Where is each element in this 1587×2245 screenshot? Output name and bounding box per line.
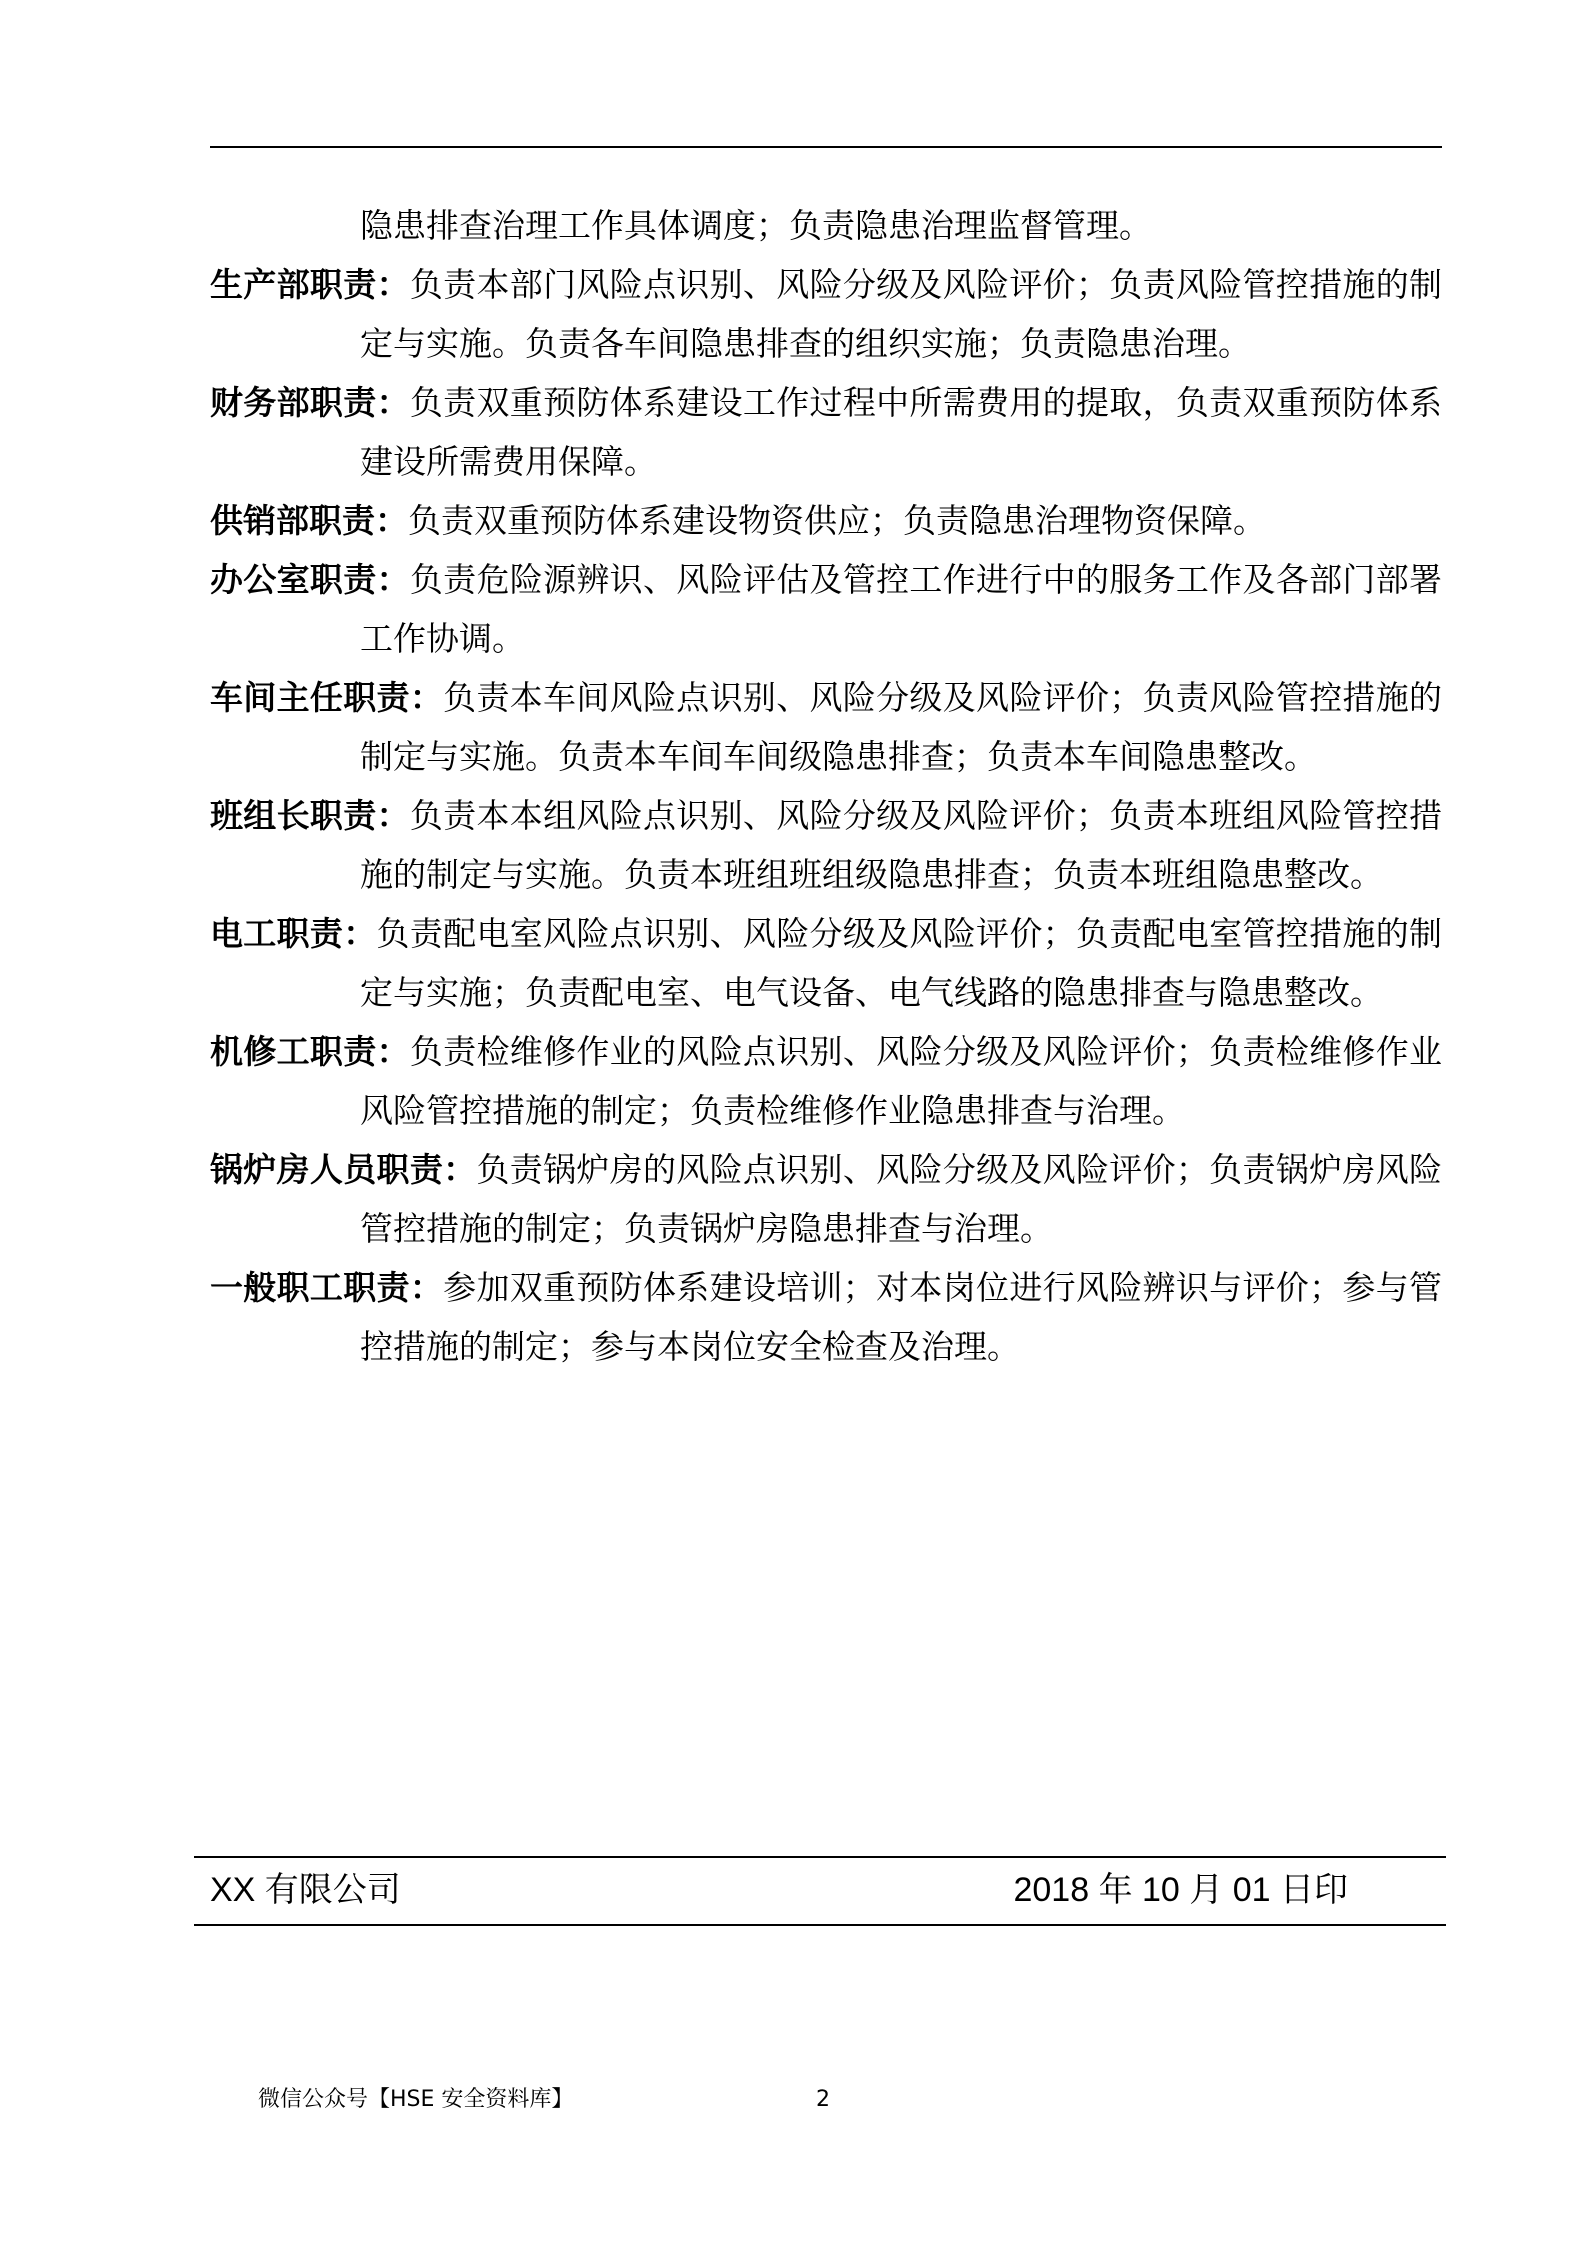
supply-sales-dept-text: 负责双重预防体系建设物资供应；负责隐患治理物资保障。 (408, 501, 1266, 540)
workshop-director-role: 车间主任职责： (210, 678, 444, 717)
supply-sales-dept-role: 供销部职责： (210, 501, 408, 540)
electrician-entry (210, 904, 1442, 1022)
finance-dept-entry (210, 373, 1442, 491)
page-number: 2 (816, 2087, 830, 2112)
boiler-room-staff-role: 锅炉房人员职责： (210, 1150, 477, 1189)
electrician-text: 负责配电室风险点识别、风险分级及风险评价；负责配电室管控措施的制定与实施；负责配电室、电气设备、电气线路的隐患排查与隐患整改。 (360, 914, 1443, 1012)
supply-sales-dept-entry (210, 491, 1442, 550)
mechanic-text: 负责检维修作业的风险点识别、风险分级及风险评价；负责检维修作业风险管控措施的制定；负责检维修作业隐患排查与治理。 (360, 1032, 1443, 1130)
intro-line: 隐患排查治理工作具体调度；负责隐患治理监督管理。 (360, 206, 1152, 245)
production-dept-text: 负责本部门风险点识别、风险分级及风险评价；负责风险管控措施的制定与实施。负责各车间隐患排查的组织实施；负责隐患治理。 (360, 265, 1443, 363)
office-entry (210, 550, 1442, 668)
responsibilities-list (210, 196, 1442, 1376)
finance-dept-role: 财务部职责： (210, 383, 410, 422)
electrician-role: 电工职责： (210, 914, 377, 953)
team-leader-text: 负责本本组风险点识别、风险分级及风险评价；负责本班组风险管控措施的制定与实施。负责本班组班组级隐患排查；负责本班组隐患整改。 (360, 796, 1443, 894)
print-date: 2018 年 10 月 01 日印 (1013, 1871, 1348, 1909)
workshop-director-entry (210, 668, 1442, 786)
mechanic-entry (210, 1022, 1442, 1140)
header-rule (210, 146, 1442, 148)
boiler-room-staff-entry (210, 1140, 1442, 1258)
workshop-director-text: 负责本车间风险点识别、风险分级及风险评价；负责风险管控措施的制定与实施。负责本车间车间级隐患排查；负责本车间隐患整改。 (360, 678, 1443, 776)
general-staff-role: 一般职工职责： (210, 1268, 444, 1307)
boiler-room-staff-text: 负责锅炉房的风险点识别、风险分级及风险评价；负责锅炉房风险管控措施的制定；负责锅炉房隐患排查与治理。 (360, 1150, 1443, 1248)
page-footer-source: 微信公众号【HSE 安全资料库】 (258, 2087, 574, 2112)
office-role: 办公室职责： (210, 560, 410, 599)
production-dept-role: 生产部职责： (210, 265, 410, 304)
general-staff-entry (210, 1258, 1442, 1376)
office-text: 负责危险源辨识、风险评估及管控工作进行中的服务工作及各部门部署工作协调。 (360, 560, 1443, 658)
mechanic-role: 机修工职责： (210, 1032, 410, 1071)
team-leader-entry (210, 786, 1442, 904)
signature-box (194, 1856, 1446, 1926)
production-dept-entry (210, 255, 1442, 373)
company-name: XX 有限公司 (210, 1871, 401, 1909)
team-leader-role: 班组长职责： (210, 796, 410, 835)
general-staff-text: 参加双重预防体系建设培训；对本岗位进行风险辨识与评价；参与管控措施的制定；参与本岗位安全检查及治理。 (360, 1268, 1443, 1366)
finance-dept-text: 负责双重预防体系建设工作过程中所需费用的提取，负责双重预防体系建设所需费用保障。 (360, 383, 1443, 481)
